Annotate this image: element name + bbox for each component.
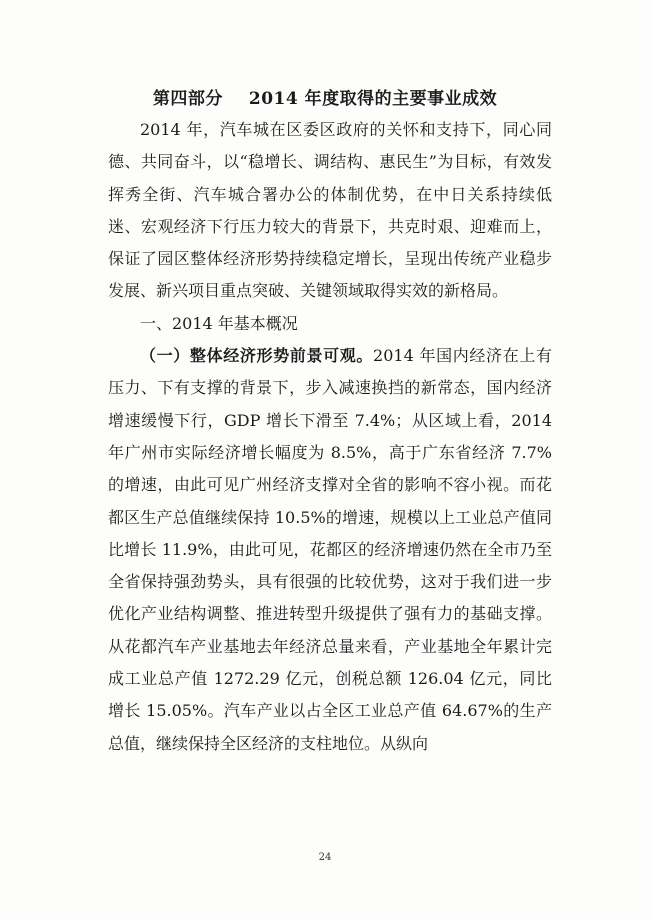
subsection-lead: （一）整体经济形势前景可观。 bbox=[140, 346, 374, 366]
page-number: 24 bbox=[318, 852, 332, 863]
subsection-paragraph bbox=[108, 340, 552, 760]
section-heading: 一、2014 年基本概况 bbox=[140, 313, 298, 333]
title-part: 第四部分 bbox=[152, 89, 223, 109]
intro-paragraph: 2014 年，汽车城在区委区政府的关怀和支持下，同心同德、共同奋斗，以“稳增长、调结构、惠民生”为目标，有效发挥秀全街、汽车城合署办公的体制优势，在中日关系持续低迷、宏观经济下行压力较大的背景下，共克时艰、迎难而上，保证了园区整体经济形势持续稳定增长，呈现出传统产业稳步发展、新兴项目重点突破、关键领域取得实效的新格局。 bbox=[108, 120, 552, 301]
page-title bbox=[0, 84, 650, 109]
subsection-body: 2014 年国内经济在上有压力、下有支撑的背景下，步入减速换挡的新常态，国内经济增速缓慢下行，GDP 增长下滑至 7.4%；从区域上看，2014 年广州市实际经济增长幅度为 8.5%，高于广东省经济 7.7% 的增速，由此可见广州经济支撑对全省的影响不容小视。而花都区生产总值继续保持 10.5%的增速，规模以上工业总产值同比增长 11.9%，由此可见，花都区的经济增速仍然在全市乃至全省保持强劲势头，具有很强的比较优势，这对于我们进一步优化产业结构调整、推进转型升级提供了强有力的基础支撑。从花都汽车产业基地去年经济总量来看，产业基地全年累计完成工业总产值 1272.29 亿元，创税总额 126.04 亿元，同比增长 15.05%。汽车产业以占全区工业总产值 64.67%的生产总值，继续保持全区经济的支柱地位。从纵向 bbox=[108, 346, 552, 753]
title-main: 2014 年度取得的主要事业成效 bbox=[248, 89, 498, 109]
document-body bbox=[108, 114, 552, 760]
